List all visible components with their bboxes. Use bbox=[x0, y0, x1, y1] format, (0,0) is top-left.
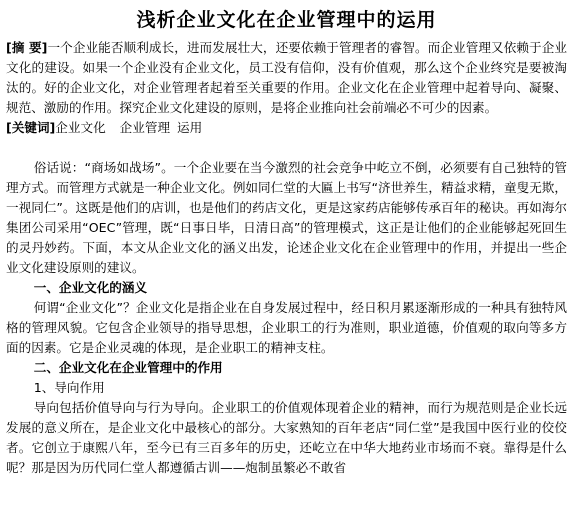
keyword-item: 企业管理 bbox=[119, 120, 171, 135]
abstract-paragraph bbox=[6, 38, 567, 118]
keyword-item: 运用 bbox=[177, 120, 203, 135]
section1-paragraph: 何谓“企业文化”？企业文化是指企业在自身发展过程中，经日积月累逐渐形成的一种具有独特风格的管理风貌。它包含企业领导的指导思想，企业职工的行为准则，职业道德，价值观的取向等多方面的因素。它是企业灵魂的体现，是企业职工的精神支柱。 bbox=[6, 300, 567, 355]
intro-paragraph: 俗话说：“商场如战场”。一个企业要在当今激烈的社会竞争中屹立不倒，必须要有自己独特的管理方式。而管理方式就是一种企业文化。例如同仁堂的大匾上书写“济世养生，精益求精，童叟无欺，一视同仁”。这既是他们的店训，也是他们的药店文化，更是这家药店能够传承百年的秘诀。再如海尔集团公司采用“OEC”管理，既“日事日毕，日清日高”的管理模式，这正是让他们的企业能够起死回生的灵丹妙药。下面，本文从企业文化的涵义出发，论述企业文化在企业管理中的作用，并提出一些企业文化建设原则的建议。 bbox=[6, 160, 567, 275]
abstract-text: 一个企业能否顺利成长，进而发展壮大，还要依赖于管理者的睿智。而企业管理又依赖于企业文化的建设。如果一个企业没有企业文化，员工没有信仰，没有价值观，那么这个企业终究是要被淘汰的。好的企业文化，对企业管理者起着至关重要的作用。企业文化在企业管理中起着导向、凝聚、规范、激励的作用。探究企业文化建设的原则，是将企业推向社会前端必不可少的因素。 bbox=[6, 40, 567, 115]
subsection-heading-1: 1、导向作用 bbox=[33, 380, 105, 395]
keywords-line bbox=[6, 118, 567, 138]
keywords-label: [关键词] bbox=[6, 120, 56, 135]
document-title: 浅析企业文化在企业管理中的运用 bbox=[136, 9, 437, 31]
blank-line bbox=[6, 138, 567, 158]
abstract-label: [摘 要] bbox=[6, 40, 48, 55]
section-heading-1: 一、企业文化的涵义 bbox=[33, 280, 148, 295]
keyword-item: 企业文化 bbox=[55, 120, 106, 135]
section2-paragraph: 导向包括价值导向与行为导向。企业职工的价值观体现着企业的精神，而行为规范则是企业长远发展的意义所在，是企业文化中最核心的部分。大家熟知的百年老店“同仁堂”是我国中医行业的佼佼者。它创立于康熙八年，至今已有三百多年的历史，还屹立在中华大地药业市场而不衰。靠得是什么呢？那是因为历代同仁堂人都遵循古训——炮制虽繁必不敢省 bbox=[6, 400, 567, 475]
section-heading-2: 二、企业文化在企业管理中的作用 bbox=[33, 360, 223, 375]
